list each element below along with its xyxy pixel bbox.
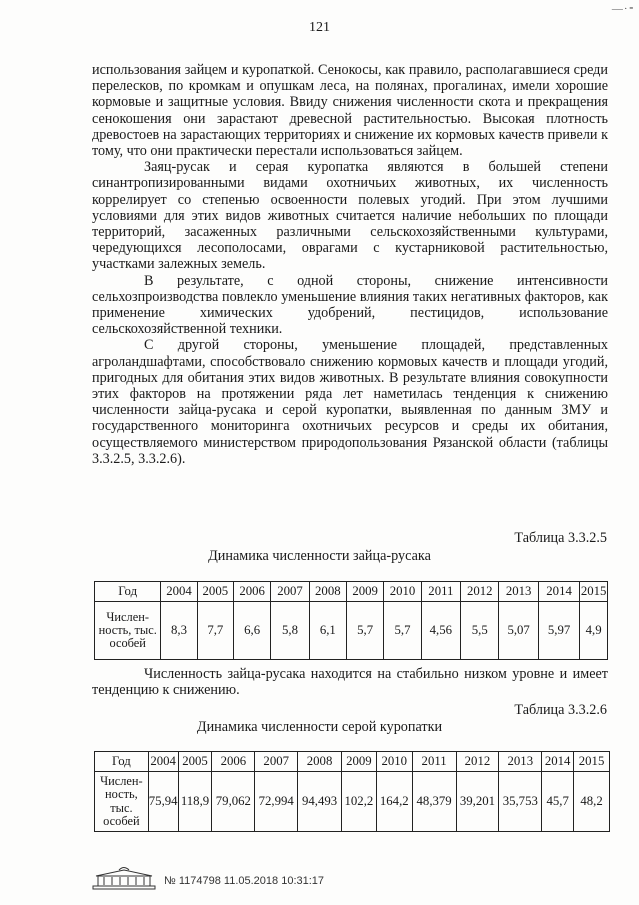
table2-year: 2013 bbox=[499, 752, 542, 772]
after-table1-text bbox=[92, 666, 608, 698]
footer-stamp-text: № 1174798 11.05.2018 10:31:17 bbox=[164, 874, 325, 887]
table1-caption: Таблица 3.3.2.5 bbox=[514, 530, 607, 546]
table2-caption: Таблица 3.3.2.6 bbox=[514, 702, 607, 718]
footer bbox=[92, 866, 324, 895]
table1-title: Динамика численности зайца-русака bbox=[208, 548, 431, 564]
table2-header-label: Год bbox=[95, 752, 149, 772]
table2-value: 79,062 bbox=[212, 772, 255, 832]
table1-row-label: Числен-ность, тыс. особей bbox=[95, 602, 161, 660]
table1-value: 8,3 bbox=[161, 602, 197, 660]
table2-header-row bbox=[95, 752, 610, 772]
table2-year: 2009 bbox=[341, 752, 376, 772]
table1-value: 5,7 bbox=[347, 602, 384, 660]
table1-value: 6,1 bbox=[309, 602, 346, 660]
table1-year: 2004 bbox=[161, 582, 197, 602]
table1-year: 2013 bbox=[499, 582, 538, 602]
table1-year: 2005 bbox=[197, 582, 233, 602]
table2-year: 2007 bbox=[255, 752, 298, 772]
table2-year: 2006 bbox=[212, 752, 255, 772]
table1-header-row bbox=[95, 582, 608, 602]
table1-year: 2015 bbox=[580, 582, 608, 602]
table2-title: Динамика численности серой куропатки bbox=[196, 719, 443, 735]
paragraph-5: Численность зайца-русака находится на стабильно низком уровне и имеет тенденцию к снижению. bbox=[92, 666, 608, 699]
table1-year: 2007 bbox=[271, 582, 309, 602]
table1 bbox=[94, 581, 608, 660]
table2-value: 102,2 bbox=[341, 772, 376, 832]
table2-value: 72,994 bbox=[255, 772, 298, 832]
table2-value: 35,753 bbox=[499, 772, 542, 832]
table1-value: 5,7 bbox=[384, 602, 421, 660]
table1-value: 5,8 bbox=[271, 602, 309, 660]
table2-value: 48,2 bbox=[574, 772, 610, 832]
table1-value: 5,07 bbox=[499, 602, 538, 660]
table2-value: 48,379 bbox=[412, 772, 456, 832]
table2-value: 45,7 bbox=[542, 772, 574, 832]
table2-value: 94,493 bbox=[298, 772, 342, 832]
table2-year: 2014 bbox=[542, 752, 574, 772]
table2-year: 2015 bbox=[574, 752, 610, 772]
table2-year: 2005 bbox=[178, 752, 212, 772]
table1-year: 2012 bbox=[461, 582, 499, 602]
table2-row-label: Числен-ность, тыс. особей bbox=[95, 772, 149, 832]
table2-year: 2004 bbox=[148, 752, 178, 772]
table2-value-row bbox=[95, 772, 610, 832]
table1-value-row bbox=[95, 602, 608, 660]
body-text bbox=[92, 62, 608, 467]
table1-value: 5,5 bbox=[461, 602, 499, 660]
table1-value: 6,6 bbox=[233, 602, 270, 660]
table1-value: 4,56 bbox=[421, 602, 460, 660]
paragraph-3: В результате, с одной стороны, снижение интенсивности сельхозпроизводства повлекло уменьшение влияния таких негативных факторов, как применение химических удобрений, пестицидов, использование сельскохозяйственной техники. bbox=[92, 272, 608, 338]
paragraph-4: С другой стороны, уменьшение площадей, представленных агроландшафтами, способствовало снижению кормовых качеств и площади угодий, пригодных для обитания этих видов животных. В результате влияния совокупности этих факторов на протяжении ряда лет наметилась тенденция к снижению численности зайца-русака и серой куропатки, выявленная по данным ЗМУ и государственного мониторинга охотничьих ресурсов и среды их обитания, осуществляемого министерством природопользования Рязанской области (таблицы 3.3.2.5, 3.3.2.6). bbox=[92, 337, 608, 467]
paragraph-2: Заяц-русак и серая куропатка являются в большей степени синантропизированными видами охотничьих животных, их численность коррелирует со степенью освоенности полевых угодий. При этом лучшими условиями для этих видов животных считается наличие небольших по площади территорий, засаженных различными сельскохозяйственными культурами, чередующихся лесополосами, оврагами с кустарниковой растительностью, участками залежных земель. bbox=[92, 159, 608, 273]
table2-value: 164,2 bbox=[376, 772, 412, 832]
table2 bbox=[94, 751, 610, 832]
table2-year: 2011 bbox=[412, 752, 456, 772]
government-building-logo-icon bbox=[92, 866, 156, 895]
table2-value: 39,201 bbox=[456, 772, 499, 832]
paragraph-1: использования зайцем и куропаткой. Сенокосы, как правило, располагавшиеся среди перелесков, по кромкам и опушкам леса, на полянах, прогалинах, имели хорошие кормовые и защитные условия. Ввиду снижения численности скота и прекращения сенокошения они зарастают древесной растительностью. Высокая плотность древостоев на зарастающих территориях и снижение их кормовых качеств привели к тому, что они практически перестали использоваться зайцем. bbox=[92, 62, 608, 160]
table2-year: 2008 bbox=[298, 752, 342, 772]
table2-value: 118,9 bbox=[178, 772, 212, 832]
table1-header-label: Год bbox=[95, 582, 161, 602]
table1-value: 4,9 bbox=[580, 602, 608, 660]
table2-year: 2012 bbox=[456, 752, 499, 772]
table1-value: 5,97 bbox=[538, 602, 579, 660]
table1-year: 2014 bbox=[538, 582, 579, 602]
scan-corner-mark: —·⁃ bbox=[611, 3, 635, 15]
table2-value: 75,94 bbox=[148, 772, 178, 832]
table1-year: 2010 bbox=[384, 582, 421, 602]
table1-year: 2008 bbox=[309, 582, 346, 602]
table1-year: 2009 bbox=[347, 582, 384, 602]
table1-value: 7,7 bbox=[197, 602, 233, 660]
table2-year: 2010 bbox=[376, 752, 412, 772]
page-number: 121 bbox=[309, 20, 330, 35]
table1-year: 2011 bbox=[421, 582, 460, 602]
table1-year: 2006 bbox=[233, 582, 270, 602]
